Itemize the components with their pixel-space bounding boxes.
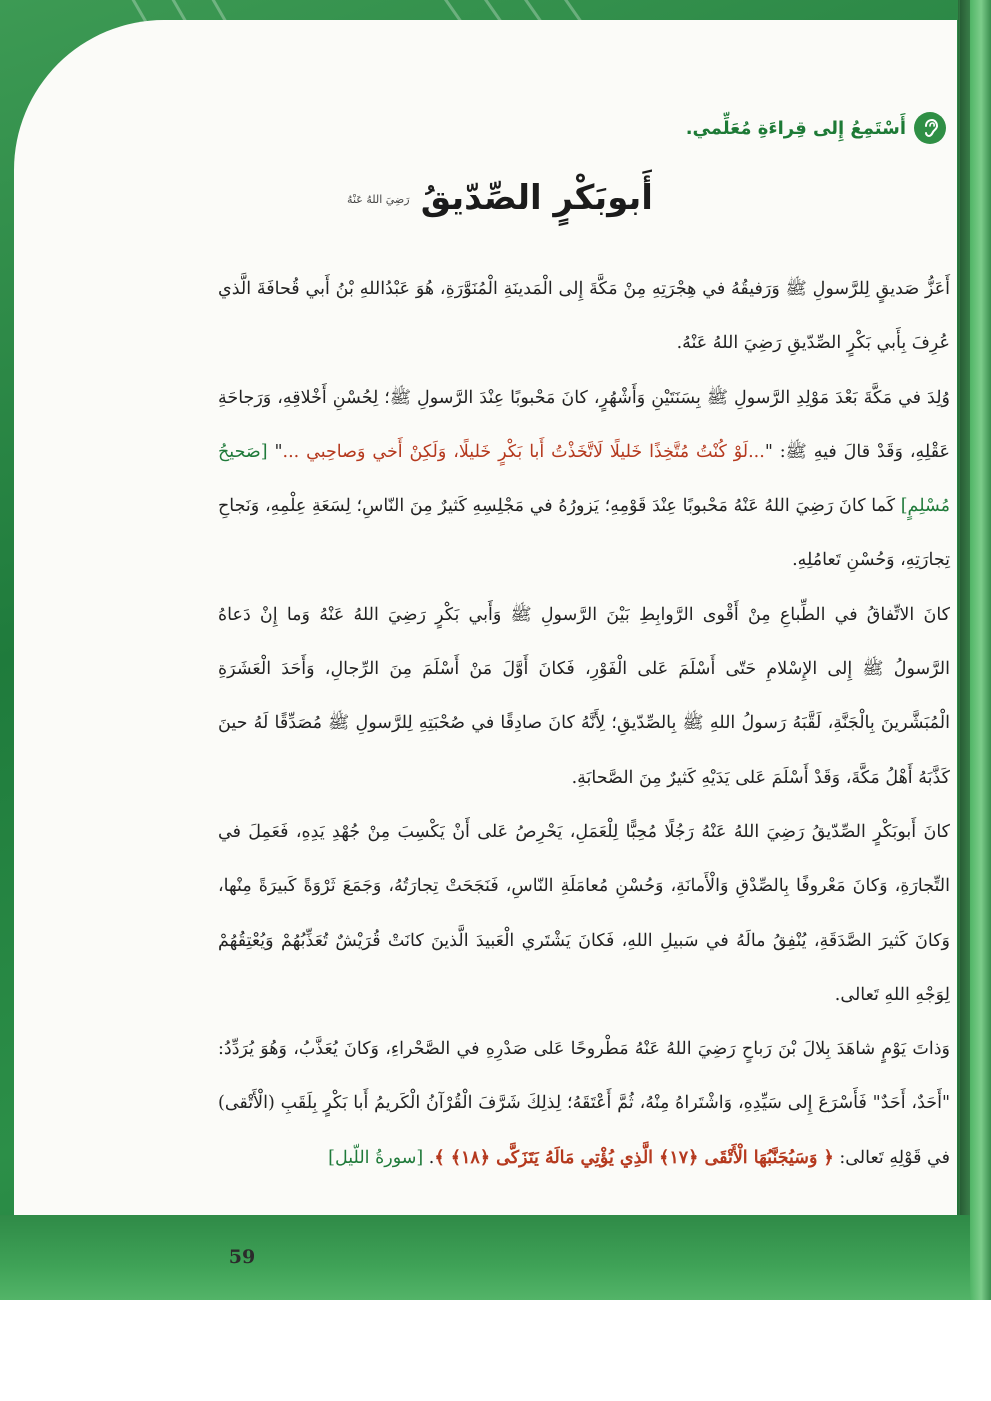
verse-separator: . <box>423 1147 435 1168</box>
instruction-text: أَسْتَمِعُ إِلى قِراءَةِ مُعَلِّمي. <box>685 117 906 139</box>
title-honorific: رَضِيَ اللهُ عَنْهُ <box>347 192 410 206</box>
lesson-body <box>218 262 950 1185</box>
bottom-band <box>0 1215 970 1300</box>
hadith-source: [صَحيحُ مُسْلِمٍ] <box>218 441 950 517</box>
book-spine-shadow <box>960 0 970 1300</box>
title-text: أَبوبَكْرٍ الصِّدّيقُ <box>420 178 653 218</box>
lesson-title <box>300 178 700 218</box>
paragraph-3: كانَ الاتِّفاقُ في الطِّباعِ مِنْ أَقْوى الرَّوابِطِ بَيْنَ الرَّسولِ ﷺ وَأَبي بَكْرٍ رَضِيَ اللهُ عَنْهُ وَما إِنْ دَعاهُ الرَّسولُ ﷺ إِلى الإِسْلامِ حَتّى أَسْلَمَ عَلى الْفَوْرِ، فَكانَ أَوَّلَ مَنْ أَسْلَمَ مِنَ الرِّجالِ، وَأَحَدَ الْعَشَرَةِ الْمُبَشَّرينَ بِالْجَنَّةِ، لَقَّبَهُ رَسولُ اللهِ ﷺ بِالصِّدّيقِ؛ لِأَنَّهُ كانَ صادِقًا في صُحْبَتِهِ لِلرَّسولِ ﷺ مُصَدِّقًا لَهُ حينَ كَذَّبَهُ أَهْلُ مَكَّةَ، وَقَدْ أَسْلَمَ عَلى يَدَيْهِ كَثيرٌ مِنَ الصَّحابَةِ. <box>218 604 950 788</box>
listening-instruction <box>560 110 946 146</box>
blank-margin <box>0 1300 991 1401</box>
paragraph-2-text: وُلِدَ في مَكَّةَ بَعْدَ مَوْلِدِ الرَّسولِ ﷺ بِسَنَتَيْنِ وَأَشْهُرٍ، كانَ مَحْبوبًا عِنْدَ الرَّسولِ ﷺ؛ لِحُسْنِ أَخْلاقِهِ، وَرَجاحَةِ عَقْلِهِ، وَقَدْ قالَ فيهِ ﷺ: " <box>218 387 950 462</box>
paragraph-4: كانَ أَبوبَكْرٍ الصِّدّيقُ رَضِيَ اللهُ عَنْهُ رَجُلًا مُحِبًّا لِلْعَمَلِ، يَحْرِصُ عَلى أَنْ يَكْسِبَ مِنْ جُهْدِ يَدِهِ، فَعَمِلَ في التِّجارَةِ، وَكانَ مَعْروفًا بِالصِّدْقِ وَالْأَمانَةِ، وَحُسْنِ مُعامَلَةِ النّاسِ، فَنَجَحَتْ تِجارَتُهُ، وَجَمَعَ ثَرْوَةً كَبيرَةً مِنْها، وَكانَ كَثيرَ الصَّدَقَةِ، يُنْفِقُ مالَهُ في سَبيلِ اللهِ، فَكانَ يَشْتَري الْعَبيدَ الَّذينَ كانَتْ قُرَيْشٌ تُعَذِّبُهُمْ وَيُعْتِقُهُمْ لِوَجْهِ اللهِ تَعالى. <box>218 821 950 1005</box>
paragraph-2-rest: كَما كانَ رَضِيَ اللهُ عَنْهُ مَحْبوبًا عِنْدَ قَوْمِهِ؛ يَزورُهُ في مَجْلِسِهِ كَثيرٌ مِنَ النّاسِ؛ لِسَعَةِ عِلْمِهِ، وَنَجاحِ تِجارَتِهِ، وَحُسْنِ تَعامُلِهِ. <box>218 496 950 571</box>
page-number: 59 <box>228 1246 256 1268</box>
paragraph-5 <box>218 1022 950 1185</box>
quote-close: " <box>267 441 283 462</box>
paragraph-2 <box>218 371 950 588</box>
quran-verse: ﴿ وَسَيُجَنَّبُهَا الْأَتْقَى ﴿١٧﴾ الَّذِي يُؤْتِي مَالَهُ يَتَزَكَّى ﴿١٨﴾ ﴾ <box>434 1147 834 1168</box>
surah-reference: [سورةُ اللّيل] <box>328 1147 424 1168</box>
ear-icon <box>914 112 946 144</box>
paragraph-1: أَعَزُّ صَديقٍ لِلرَّسولِ ﷺ وَرَفيقُهُ في هِجْرَتِهِ مِنْ مَكَّةَ إِلى الْمَدينَةِ الْمُنَوَّرَةِ، هُوَ عَبْدُاللهِ بْنُ أَبي قُحافَةَ الَّذي عُرِفَ بِأَبي بَكْرٍ الصِّدّيقِ رَضِيَ اللهُ عَنْهُ. <box>218 279 950 354</box>
hadith-quote: ...لَوْ كُنْتُ مُتَّخِذًا خَليلًا لَاتَّخَذْتُ أَبا بَكْرٍ خَليلًا، وَلَكِنْ أَخي وَصاحِبي ... <box>282 441 765 462</box>
paragraph-5-text: وَذاتَ يَوْمٍ شاهَدَ بِلالَ بْنَ رَباحٍ رَضِيَ اللهُ عَنْهُ مَطْروحًا عَلى صَدْرِهِ في الصَّحْراءِ، وَكانَ يُعَذَّبُ، وَهُوَ يُرَدِّدُ: "أَحَدٌ، أَحَدٌ" فَأَسْرَعَ إِلى سَيِّدِهِ، وَاشْتَراهُ مِنْهُ، ثُمَّ أَعْتَقَهُ؛ لِذلِكَ شَرَّفَ الْقُرْآنُ الْكَريمُ أَبا بَكْرٍ بِلَقَبِ (الْأَتْقى) في قَوْلِهِ تَعالى: <box>218 1039 950 1168</box>
